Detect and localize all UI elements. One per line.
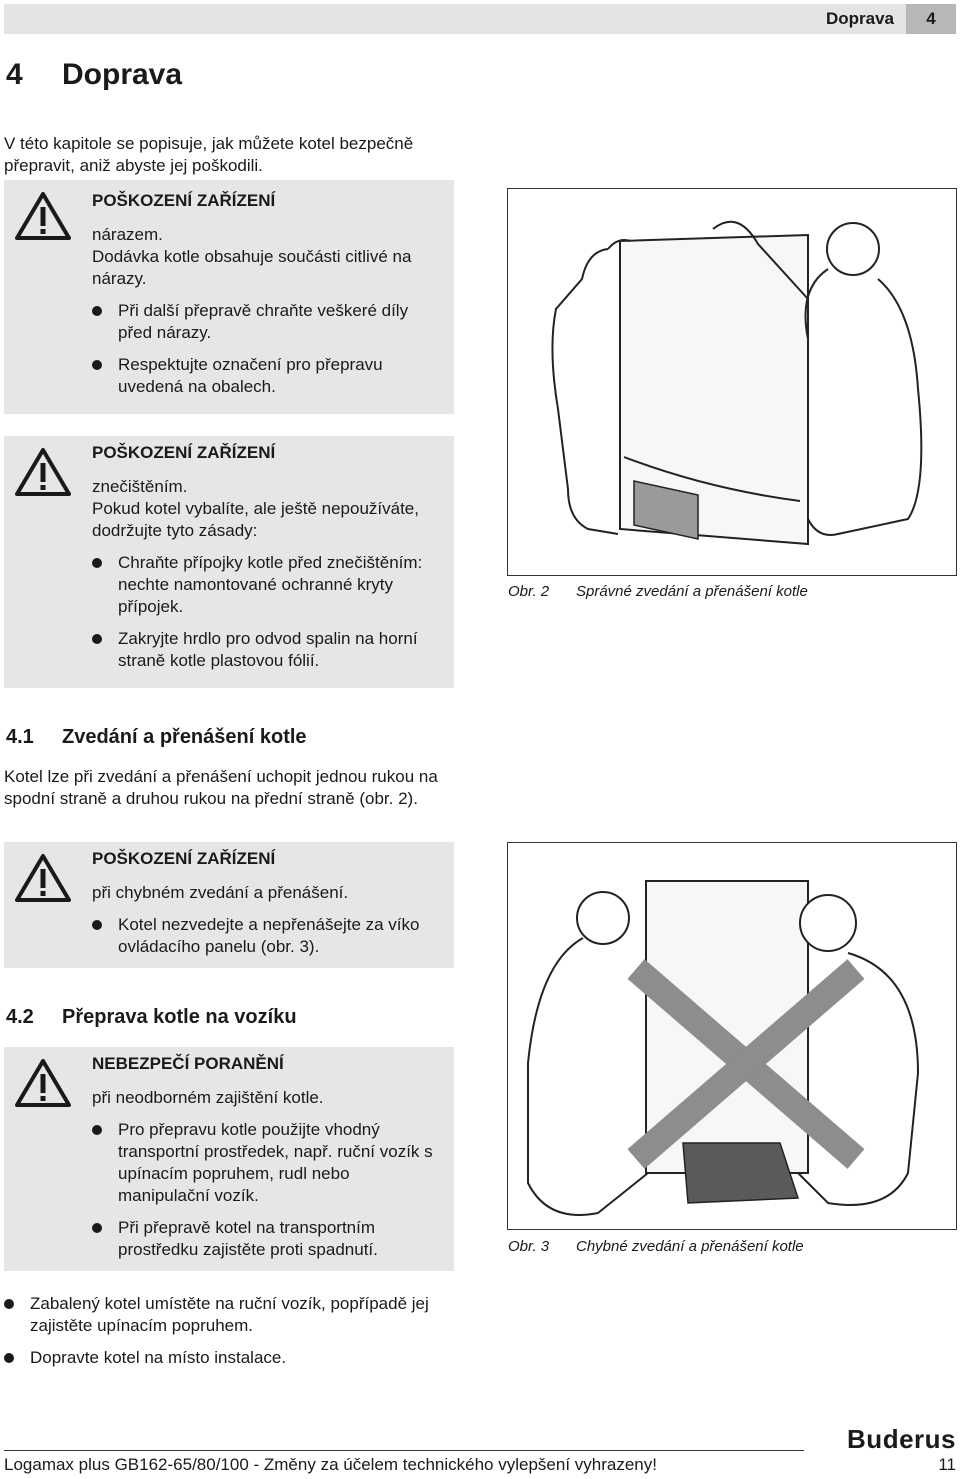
figure-caption-text: Správné zvedání a přenášení kotle <box>576 583 808 600</box>
warning-box-2 <box>4 436 454 688</box>
buderus-logo: Buderus <box>847 1424 956 1454</box>
intro-paragraph: V této kapitole se popisuje, jak můžete kotel bezpečně přepravit, aniž abyste jej poškodili. <box>4 134 414 175</box>
warning-subtitle: při chybném zvedání a přenášení. <box>92 883 349 902</box>
warning-triangle-icon <box>14 190 72 242</box>
bullet-item: Při další přepravě chraňte veškeré díly před nárazy. <box>92 300 444 344</box>
section-title-text: Zvedání a přenášení kotle <box>62 726 307 748</box>
instruction-step: Dopravte kotel na místo instalace. <box>4 1347 464 1369</box>
warning-triangle-icon <box>14 852 72 904</box>
warning-box-4 <box>4 1047 454 1271</box>
section-4-1-paragraph: Kotel lze při zvedání a přenášení uchopit jednou rukou na spodní straně a druhou rukou na přední straně (obr. 2). <box>4 767 438 808</box>
figure-2-illustration <box>508 189 956 575</box>
bullet-item: Pro přepravu kotle použijte vhodný transportní prostředek, např. ruční vozík s upínacím popruhem, rudl nebo manipulační vozík. <box>92 1119 444 1207</box>
instruction-list <box>4 1293 464 1369</box>
header-section-number: 4 <box>906 4 956 34</box>
figure-caption-text: Chybné zvedání a přenášení kotle <box>576 1238 804 1255</box>
warning-triangle-icon <box>14 446 72 498</box>
warning-triangle-icon <box>14 1057 72 1109</box>
bullet-item: Kotel nezvedejte a nepřenášejte za víko ovládacího panelu (obr. 3). <box>92 914 444 958</box>
instruction-step: Zabalený kotel umístěte na ruční vozík, popřípadě jej zajistěte upínacím popruhem. <box>4 1293 464 1337</box>
header-bar <box>4 4 956 34</box>
header-section-label: Doprava <box>825 9 894 28</box>
warning-subtitle: znečištěním. <box>92 477 188 496</box>
section-number: 4.2 <box>6 1006 34 1028</box>
section-title-4-2 <box>6 1006 297 1029</box>
bullet-item: Chraňte přípojky kotle před znečištěním: nechte namontované ochranné kryty přípojek. <box>92 552 444 618</box>
chapter-title-text: Doprava <box>62 58 183 91</box>
footer-text: Logamax plus GB162-65/80/100 - Změny za účelem technického vylepšení vyhrazeny! <box>4 1455 657 1474</box>
warning-text: Pokud kotel vybalíte, ale ještě nepoužíváte, dodržujte tyto zásady: <box>92 499 419 540</box>
warning-box-3 <box>4 842 454 968</box>
page-number: 11 <box>938 1455 956 1474</box>
bullet-item: Respektujte označení pro přepravu uvedená na obalech. <box>92 354 444 398</box>
figure-label: Obr. 3 <box>508 1238 550 1255</box>
figure-2-caption <box>508 583 808 600</box>
warning-subtitle: při neodborném zajištění kotle. <box>92 1088 324 1107</box>
figure-3-image <box>507 842 957 1230</box>
warning-text: Dodávka kotle obsahuje součásti citlivé na nárazy. <box>92 247 412 288</box>
chapter-number: 4 <box>6 58 23 91</box>
chapter-title <box>6 58 182 92</box>
warning-box-1 <box>4 180 454 414</box>
figure-3-caption <box>508 1238 804 1255</box>
section-title-4-1 <box>6 726 307 749</box>
warning-title: NEBEZPEČÍ PORANĚNÍ <box>92 1054 284 1073</box>
figure-2-image <box>507 188 957 576</box>
bullet-item: Zakryjte hrdlo pro odvod spalin na horní straně kotle plastovou fólií. <box>92 628 444 672</box>
figure-3-illustration <box>508 843 956 1229</box>
bullet-item: Při přepravě kotel na transportním prostředku zajistěte proti spadnutí. <box>92 1217 444 1261</box>
warning-title: POŠKOZENÍ ZAŘÍZENÍ <box>92 191 276 210</box>
footer-divider <box>4 1450 804 1451</box>
figure-label: Obr. 2 <box>508 583 550 600</box>
warning-title: POŠKOZENÍ ZAŘÍZENÍ <box>92 443 276 462</box>
section-title-text: Přeprava kotle na vozíku <box>62 1006 297 1028</box>
section-number: 4.1 <box>6 726 34 748</box>
warning-subtitle: nárazem. <box>92 225 163 244</box>
warning-title: POŠKOZENÍ ZAŘÍZENÍ <box>92 849 276 868</box>
